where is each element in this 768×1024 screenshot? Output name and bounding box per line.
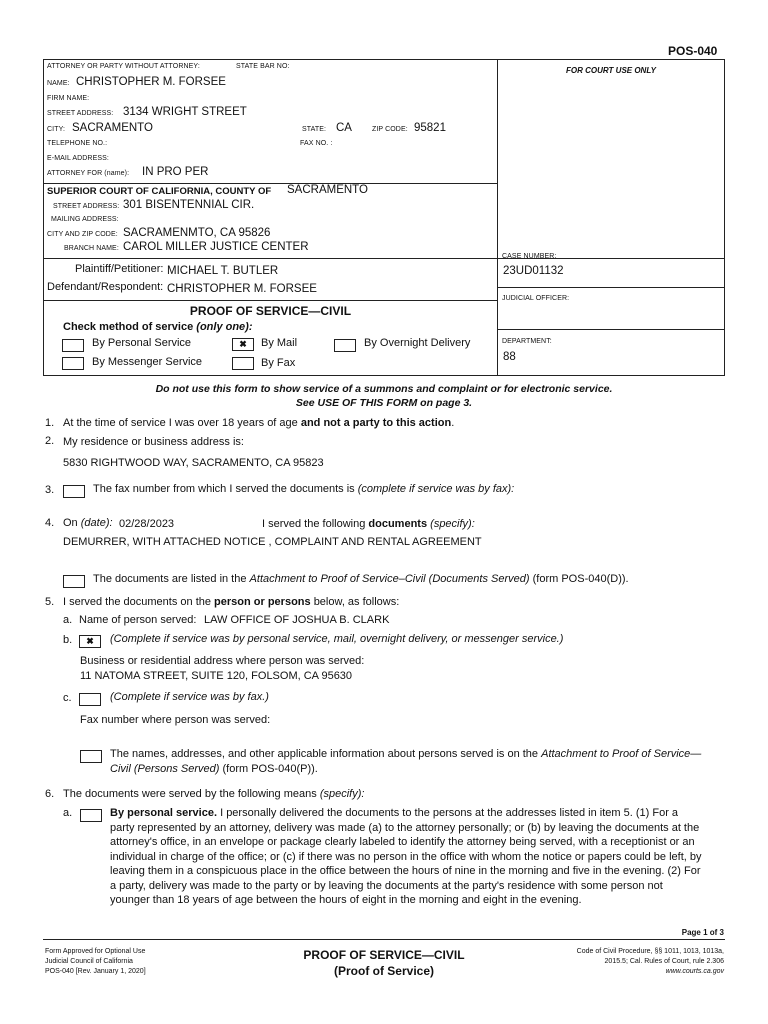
court-mailing-label: MAILING ADDRESS: (51, 216, 119, 223)
check-method-label: Check method of service (only one): (63, 321, 253, 333)
court-title: SUPERIOR COURT OF CALIFORNIA, COUNTY OF (47, 186, 272, 197)
mail-label: By Mail (261, 337, 298, 349)
item-5c-text: (Complete if service was by fax.) (110, 691, 269, 703)
proof-title: PROOF OF SERVICE—CIVIL (189, 304, 352, 318)
defendant-label: Defendant/Respondent: (47, 281, 164, 293)
item-3-number: 3. (45, 484, 55, 496)
messenger-checkbox[interactable] (62, 357, 84, 370)
parties-title-divider (43, 300, 498, 301)
attorney-court-divider (43, 183, 498, 184)
firm-label: FIRM NAME: (47, 95, 90, 102)
phone-label: TELEPHONE NO.: (47, 140, 108, 147)
case-officer-divider (497, 287, 725, 288)
item-3-checkbox[interactable] (63, 485, 85, 498)
item-4-date[interactable]: 02/28/2023 (119, 518, 175, 530)
item-6a-checkbox[interactable] (80, 809, 102, 822)
form-id: POS-040 (668, 44, 718, 58)
attorney-state[interactable]: CA (336, 122, 352, 134)
street-label: STREET ADDRESS: (47, 110, 114, 117)
item-6-text: The documents were served by the following means (specify): (63, 788, 365, 800)
personal-service-label: By Personal Service (92, 337, 192, 349)
case-number[interactable]: 23UD01132 (503, 265, 564, 277)
attorney-street[interactable]: 3134 WRIGHT STREET (123, 106, 247, 118)
item-4-attachment-text: The documents are listed in the Attachment to Proof of Service–Civil (Documents Served) (form POS-040(D)). (93, 573, 629, 585)
item-5b-text: (Complete if service was by personal service, mail, overnight delivery, or messenger service.) (110, 633, 564, 645)
messenger-label: By Messenger Service (92, 356, 203, 368)
court-use-label: FOR COURT USE ONLY (566, 66, 656, 75)
attorney-zip[interactable]: 95821 (414, 122, 446, 134)
item-6a-paragraph: By personal service. I personally delivered the documents to the persons at the addresses listed in item 5. (1) For a party represented by an attorney, delivery was made (a) to the attorney personally; or (b) by leaving the documents at the attorney's office, in an envelope or package clearly labeled to identify the attorney being served, with a receptionist or an individual in charge of the office; or (c) if there was no person in the office with whom the notice or papers could be left, by leaving them in a conspicuous place in the office between the hours of nine in the morning and five in the evening. (2) For a party, delivery was made to the party or by leaving the documents at the party's residence with some person not younger than 18 years of age between the hours of eight in the morning and eight in the evening. (110, 807, 702, 906)
footer-title: PROOF OF SERVICE—CIVIL (Proof of Service) (303, 948, 465, 978)
item-5b-checkbox[interactable]: ✖ (79, 635, 101, 648)
item-5-text: I served the documents on the person or persons below, as follows: (63, 596, 400, 608)
court-street-label: STREET ADDRESS: (53, 203, 120, 210)
email-label: E-MAIL ADDRESS: (47, 155, 109, 162)
item-6a-label: a. (63, 807, 73, 819)
item-5-attachment-checkbox[interactable] (80, 750, 102, 763)
court-cityzip-label: CITY AND ZIP CODE: (47, 231, 118, 238)
header-bottom-border (43, 375, 725, 376)
court-county[interactable]: SACRAMENTO (287, 184, 368, 196)
header-top-border (43, 59, 725, 60)
item-1-text: At the time of service I was over 18 years of age and not a party to this action. (63, 417, 455, 429)
item-5b-label: b. (63, 634, 73, 646)
state-label: STATE: (302, 126, 327, 133)
item-3-text: The fax number from which I served the documents is (complete if service was by fax): (93, 483, 515, 495)
plaintiff-label: Plaintiff/Petitioner: (75, 263, 164, 275)
item-5c-label: c. (63, 692, 72, 704)
page-number: Page 1 of 3 (681, 928, 724, 937)
personal-service-checkbox[interactable] (62, 339, 84, 352)
defendant-name[interactable]: CHRISTOPHER M. FORSEE (167, 283, 317, 295)
item-5b-address-label: Business or residential address where person was served: (80, 655, 365, 667)
item-2-text: My residence or business address is: (63, 436, 244, 448)
header-left-border (43, 59, 44, 376)
item-5-number: 5. (45, 596, 55, 608)
department-value[interactable]: 88 (503, 351, 516, 363)
name-label: NAME: (47, 80, 70, 87)
overnight-checkbox[interactable] (334, 339, 356, 352)
overnight-label: By Overnight Delivery (364, 337, 471, 349)
item-5a-text: Name of person served: (79, 614, 197, 626)
officer-dept-divider (497, 329, 725, 330)
item-5b-address[interactable]: 11 NATOMA STREET, SUITE 120, FOLSOM, CA 95630 (80, 670, 353, 682)
courts-website-link[interactable]: www.courts.ca.gov (665, 968, 724, 975)
item-2-number: 2. (45, 435, 55, 447)
footer-left: Form Approved for Optional Use Judicial Council of California POS-040 [Rev. January 1, 2020] (45, 948, 146, 975)
notice-line-1: Do not use this form to show service of a summons and complaint or for electronic service. (155, 383, 613, 395)
court-branch[interactable]: CAROL MILLER JUSTICE CENTER (123, 241, 309, 253)
fax-label: FAX NO. : (300, 140, 333, 147)
judicial-officer-label: JUDICIAL OFFICER: (502, 295, 570, 302)
item-1-number: 1. (45, 417, 55, 429)
court-parties-divider (43, 258, 725, 259)
item-4-served-text: I served the following documents (specify): (262, 518, 475, 530)
item-4-date-label: On (date): (63, 517, 113, 529)
item-2-address[interactable]: 5830 RIGHTWOOD WAY, SACRAMENTO, CA 95823 (63, 457, 324, 469)
footer-right: Code of Civil Procedure, §§ 1011, 1013, 1013a, 2015.5; Cal. Rules of Court, rule 2.306 www.courts.ca.gov (500, 947, 724, 977)
fax-method-label: By Fax (261, 357, 296, 369)
item-5a-label: a. (63, 614, 73, 626)
item-5a-person[interactable]: LAW OFFICE OF JOSHUA B. CLARK (204, 614, 390, 626)
notice-line-2: See USE OF THIS FORM on page 3. (295, 397, 473, 409)
fax-checkbox[interactable] (232, 357, 254, 370)
department-label: DEPARTMENT: (502, 338, 552, 345)
case-number-label: CASE NUMBER: (502, 253, 557, 260)
item-4-number: 4. (45, 517, 55, 529)
plaintiff-name[interactable]: MICHAEL T. BUTLER (167, 265, 279, 277)
attorney-for-label: ATTORNEY FOR (name): (47, 170, 130, 177)
city-label: CITY: (47, 126, 66, 133)
attorney-header-label: ATTORNEY OR PARTY WITHOUT ATTORNEY: (47, 63, 200, 70)
item-4-documents[interactable]: DEMURRER, WITH ATTACHED NOTICE , COMPLAINT AND RENTAL AGREEMENT (63, 536, 482, 548)
state-bar-label: STATE BAR NO: (236, 63, 290, 70)
item-5c-fax-label: Fax number where person was served: (80, 714, 271, 726)
item-5-attachment-text: The names, addresses, and other applicable information about persons served is on the Attachment to Proof of Service— Civil (Persons Served) (form POS-040(P)). (110, 748, 702, 775)
attorney-name[interactable]: CHRISTOPHER M. FORSEE (76, 76, 226, 88)
court-street[interactable]: 301 BISENTENNIAL CIR. (123, 199, 255, 211)
court-branch-label: BRANCH NAME: (64, 245, 119, 252)
footer-divider (43, 939, 725, 940)
item-5c-checkbox[interactable] (79, 693, 101, 706)
attorney-city[interactable]: SACRAMENTO (72, 122, 153, 134)
zip-label: ZIP CODE: (372, 126, 408, 133)
item-6-number: 6. (45, 788, 55, 800)
attorney-for-value[interactable]: IN PRO PER (142, 166, 209, 178)
item-4-attachment-checkbox[interactable] (63, 575, 85, 588)
court-cityzip[interactable]: SACRAMENMTO, CA 95826 (123, 227, 271, 239)
mail-checkbox[interactable]: ✖ (232, 338, 254, 351)
